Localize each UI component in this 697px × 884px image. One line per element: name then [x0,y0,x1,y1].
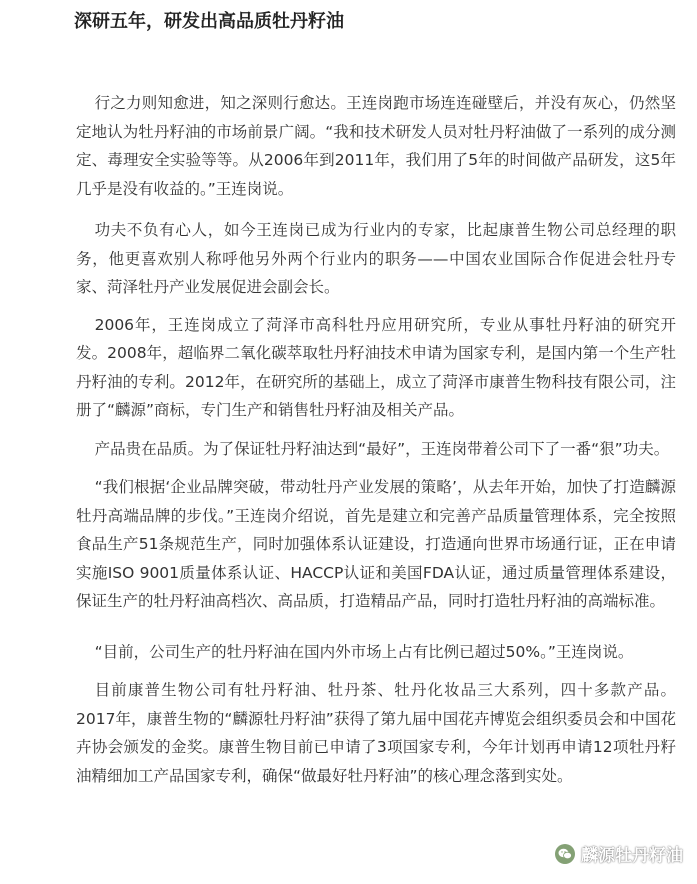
paragraph-1: 行之力则知愈进，知之深则行愈达。王连岗跑市场连连碰壁后，并没有灰心，仍然坚定地认为牡丹籽油的市场前景广阔。“我和技术研发人员对牡丹籽油做了一系列的成分测定、毒理安全实验等等。从2006年到2011年，我们用了5年的时间做产品研发，这5年几乎是没有收益的。”王连岗说。 [76,94,676,198]
paragraph-6: “目前，公司生产的牡丹籽油在国内外市场上占有比例已超过50%。”王连岗说。 [94,642,634,661]
paragraph-7: 目前康普生物公司有牡丹籽油、牡丹茶、牡丹化妆品三大系列，四十多款产品。2017年，康普生物的“麟源牡丹籽油”获得了第九届中国花卉博览会组织委员会和中国花卉协会颁发的金奖。康普生物目前已申请了3项国家专利，今年计划再申请12项牡丹籽油精细加工产品国家专利，确保“做最好牡丹籽油”的核心理念落到实处。 [76,681,676,785]
paragraph-2: 功夫不负有心人，如今王连岗已成为行业内的专家，比起康普生物公司总经理的职务，他更喜欢别人称呼他另外两个行业内的职务——中国农业国际合作促进会牡丹专家、菏泽牡丹产业发展促进会副会长。 [76,221,676,296]
paragraph-4: 产品贵在品质。为了保证牡丹籽油达到“最好”，王连岗带着公司下了一番“狠”功夫。 [94,439,670,458]
watermark [555,841,683,866]
article-body [76,89,676,800]
paragraph-3: 2006年，王连岗成立了菏泽市高科牡丹应用研究所，专业从事牡丹籽油的研究开发。2008年，超临界二氧化碳萃取牡丹籽油技术申请为国家专利，是国内第一个生产牡丹籽油的专利。2012年，在研究所的基础上，成立了菏泽市康普生物科技有限公司，注册了“麟源”商标，专门生产和销售牡丹籽油及相关产品。 [76,315,676,419]
article-heading: 深研五年，研发出高品质牡丹籽油 [74,11,344,32]
wechat-logo-icon [555,844,575,864]
paragraph-5: “我们根据‘企业品牌突破，带动牡丹产业发展的策略’，从去年开始，加快了打造麟源牡丹高端品牌的步伐。”王连岗介绍说，首先是建立和完善产品质量管理体系，完全按照食品生产51条规范生产，同时加强体系认证建设，打造通向世界市场通行证，正在申请实施ISO 9001质量体系认证、HACCP认证和美国FDA认证，通过质量管理体系建设，保证生产的牡丹籽油高档次、高品质，打造精品产品，同时打造牡丹籽油的高端标准。 [76,478,676,610]
watermark-text: 麟源牡丹籽油 [581,846,683,866]
